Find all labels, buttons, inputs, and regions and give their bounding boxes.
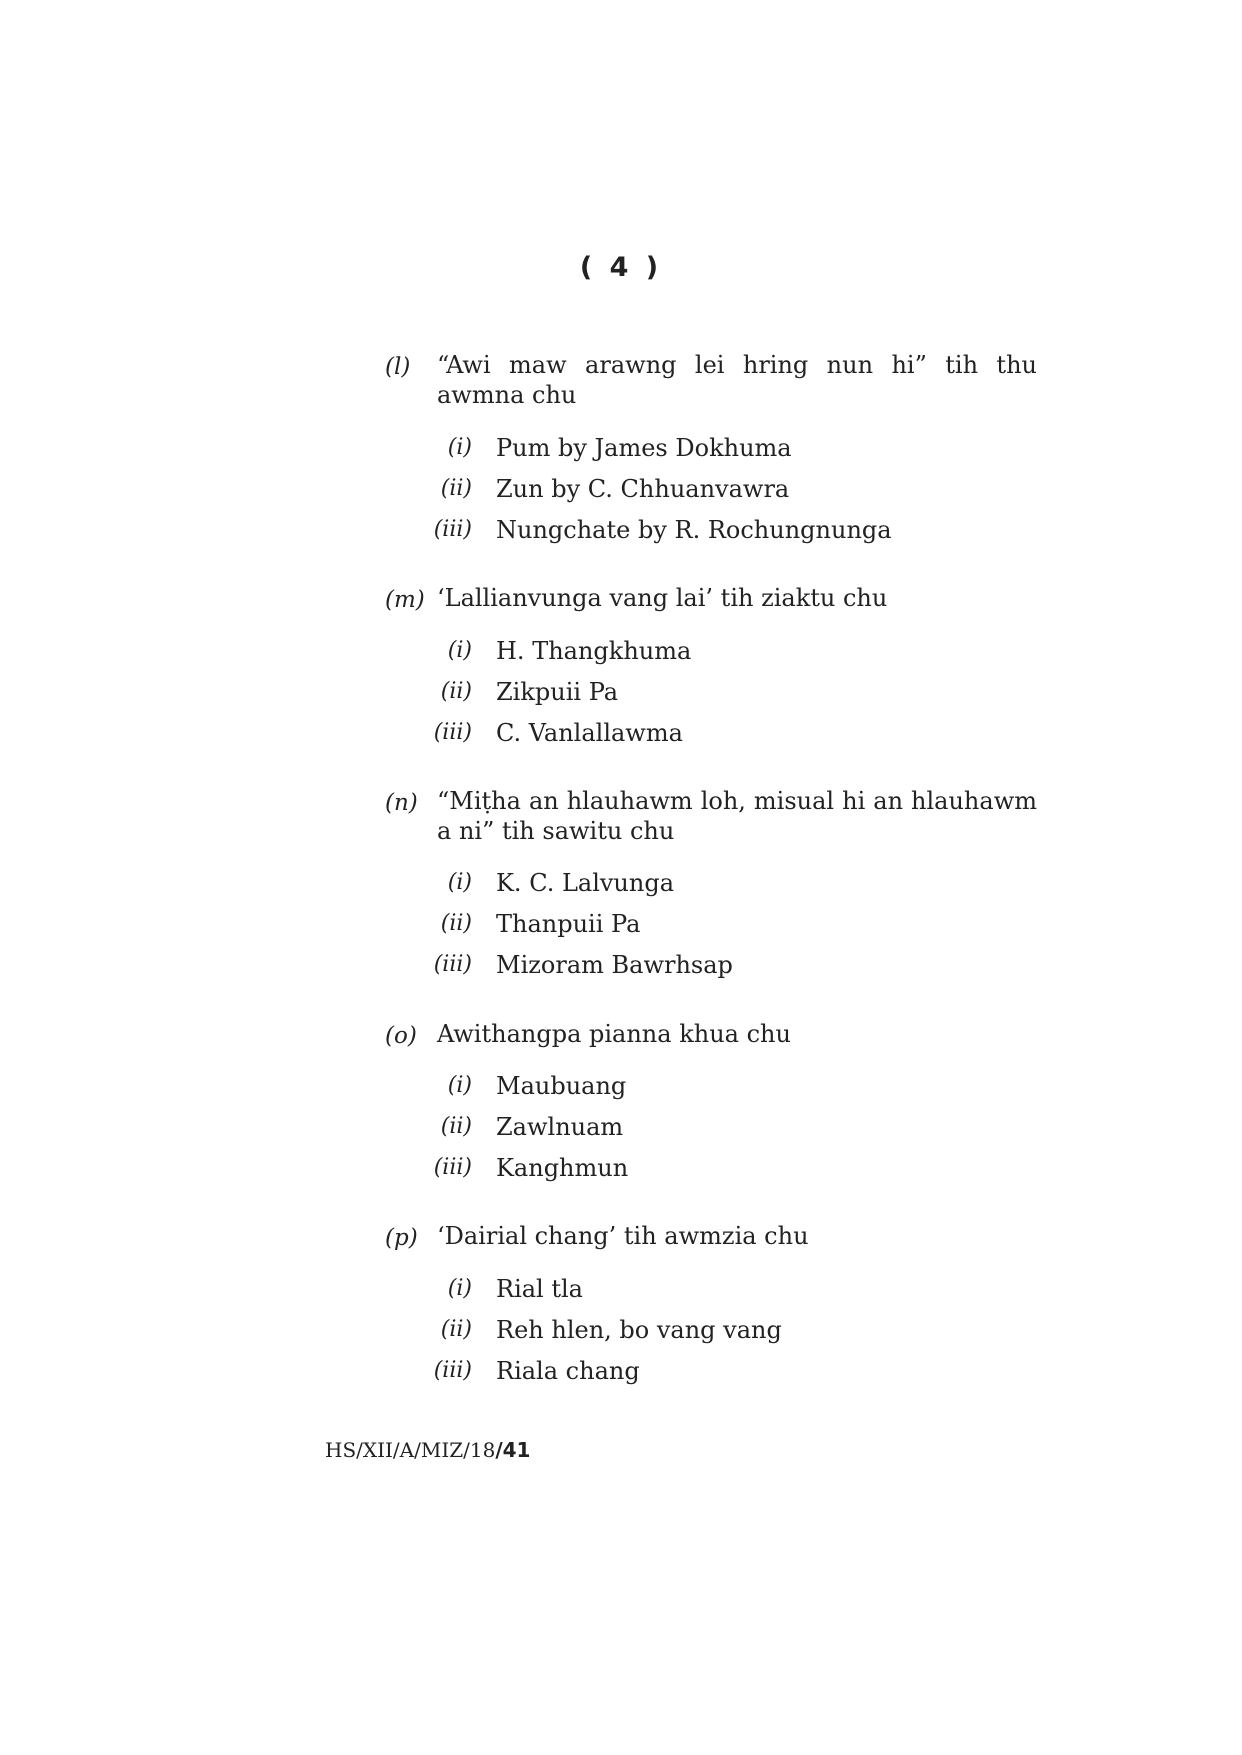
option-text: Zikpuii Pa xyxy=(496,678,619,706)
option-marker: (ii) xyxy=(440,911,472,936)
question-marker: (n) xyxy=(385,790,418,816)
option-marker: (iii) xyxy=(433,720,472,745)
option-text: Zawlnuam xyxy=(496,1113,624,1141)
question-marker: (p) xyxy=(385,1225,418,1251)
footer-code-suffix: /41 xyxy=(495,1438,531,1462)
option-marker: (iii) xyxy=(433,517,472,542)
option-o-iii xyxy=(0,1152,1242,1184)
option-n-ii xyxy=(0,908,1242,940)
option-marker: (ii) xyxy=(440,476,472,501)
option-text: Pum by James Dokhuma xyxy=(496,434,792,462)
option-text: Reh hlen, bo vang vang xyxy=(496,1316,782,1344)
option-l-i xyxy=(0,432,1242,464)
question-text: “Miṭha an hlauhawm loh, misual hi an hlauhawm a ni” tih sawitu chu xyxy=(437,787,1037,845)
option-text: H. Thangkhuma xyxy=(496,637,692,665)
footer-code-prefix: HS/XII/A/MIZ/18 xyxy=(325,1438,496,1462)
option-marker: (i) xyxy=(447,1073,472,1098)
option-p-i xyxy=(0,1273,1242,1305)
option-l-iii xyxy=(0,514,1242,546)
page-number: ( 4 ) xyxy=(579,252,663,283)
question-marker: (m) xyxy=(385,587,425,613)
footer-code xyxy=(325,1437,530,1463)
option-marker: (iii) xyxy=(433,1358,472,1383)
option-l-ii xyxy=(0,473,1242,505)
option-p-ii xyxy=(0,1314,1242,1346)
option-o-ii xyxy=(0,1111,1242,1143)
option-text: Zun by C. Chhuanvawra xyxy=(496,475,790,503)
question-text: “Awi maw arawng lei hring nun hi” tih thu awmna chu xyxy=(437,351,1037,409)
option-m-ii xyxy=(0,676,1242,708)
option-marker: (iii) xyxy=(433,952,472,977)
option-text: Kanghmun xyxy=(496,1154,629,1182)
question-marker: (o) xyxy=(385,1023,417,1049)
option-text: Maubuang xyxy=(496,1072,627,1100)
option-text: Rial tla xyxy=(496,1275,583,1303)
question-text: ‘Lallianvunga vang lai’ tih ziaktu chu xyxy=(437,584,888,612)
option-m-iii xyxy=(0,717,1242,749)
option-n-iii xyxy=(0,949,1242,981)
option-n-i xyxy=(0,867,1242,899)
option-marker: (i) xyxy=(447,435,472,460)
option-text: Mizoram Bawrhsap xyxy=(496,951,733,979)
option-marker: (iii) xyxy=(433,1155,472,1180)
option-marker: (i) xyxy=(447,638,472,663)
question-text: ‘Dairial chang’ tih awmzia chu xyxy=(437,1222,809,1250)
option-marker: (i) xyxy=(447,1276,472,1301)
question-text: Awithangpa pianna khua chu xyxy=(437,1020,791,1048)
option-o-i xyxy=(0,1070,1242,1102)
option-marker: (ii) xyxy=(440,1317,472,1342)
option-text: Thanpuii Pa xyxy=(496,910,641,938)
option-text: C. Vanlallawma xyxy=(496,719,683,747)
question-marker: (l) xyxy=(385,354,411,380)
option-p-iii xyxy=(0,1355,1242,1387)
option-m-i xyxy=(0,635,1242,667)
option-marker: (ii) xyxy=(440,1114,472,1139)
option-text: Riala chang xyxy=(496,1357,640,1385)
option-text: K. C. Lalvunga xyxy=(496,869,675,897)
option-text: Nungchate by R. Rochungnunga xyxy=(496,516,892,544)
option-marker: (i) xyxy=(447,870,472,895)
option-marker: (ii) xyxy=(440,679,472,704)
